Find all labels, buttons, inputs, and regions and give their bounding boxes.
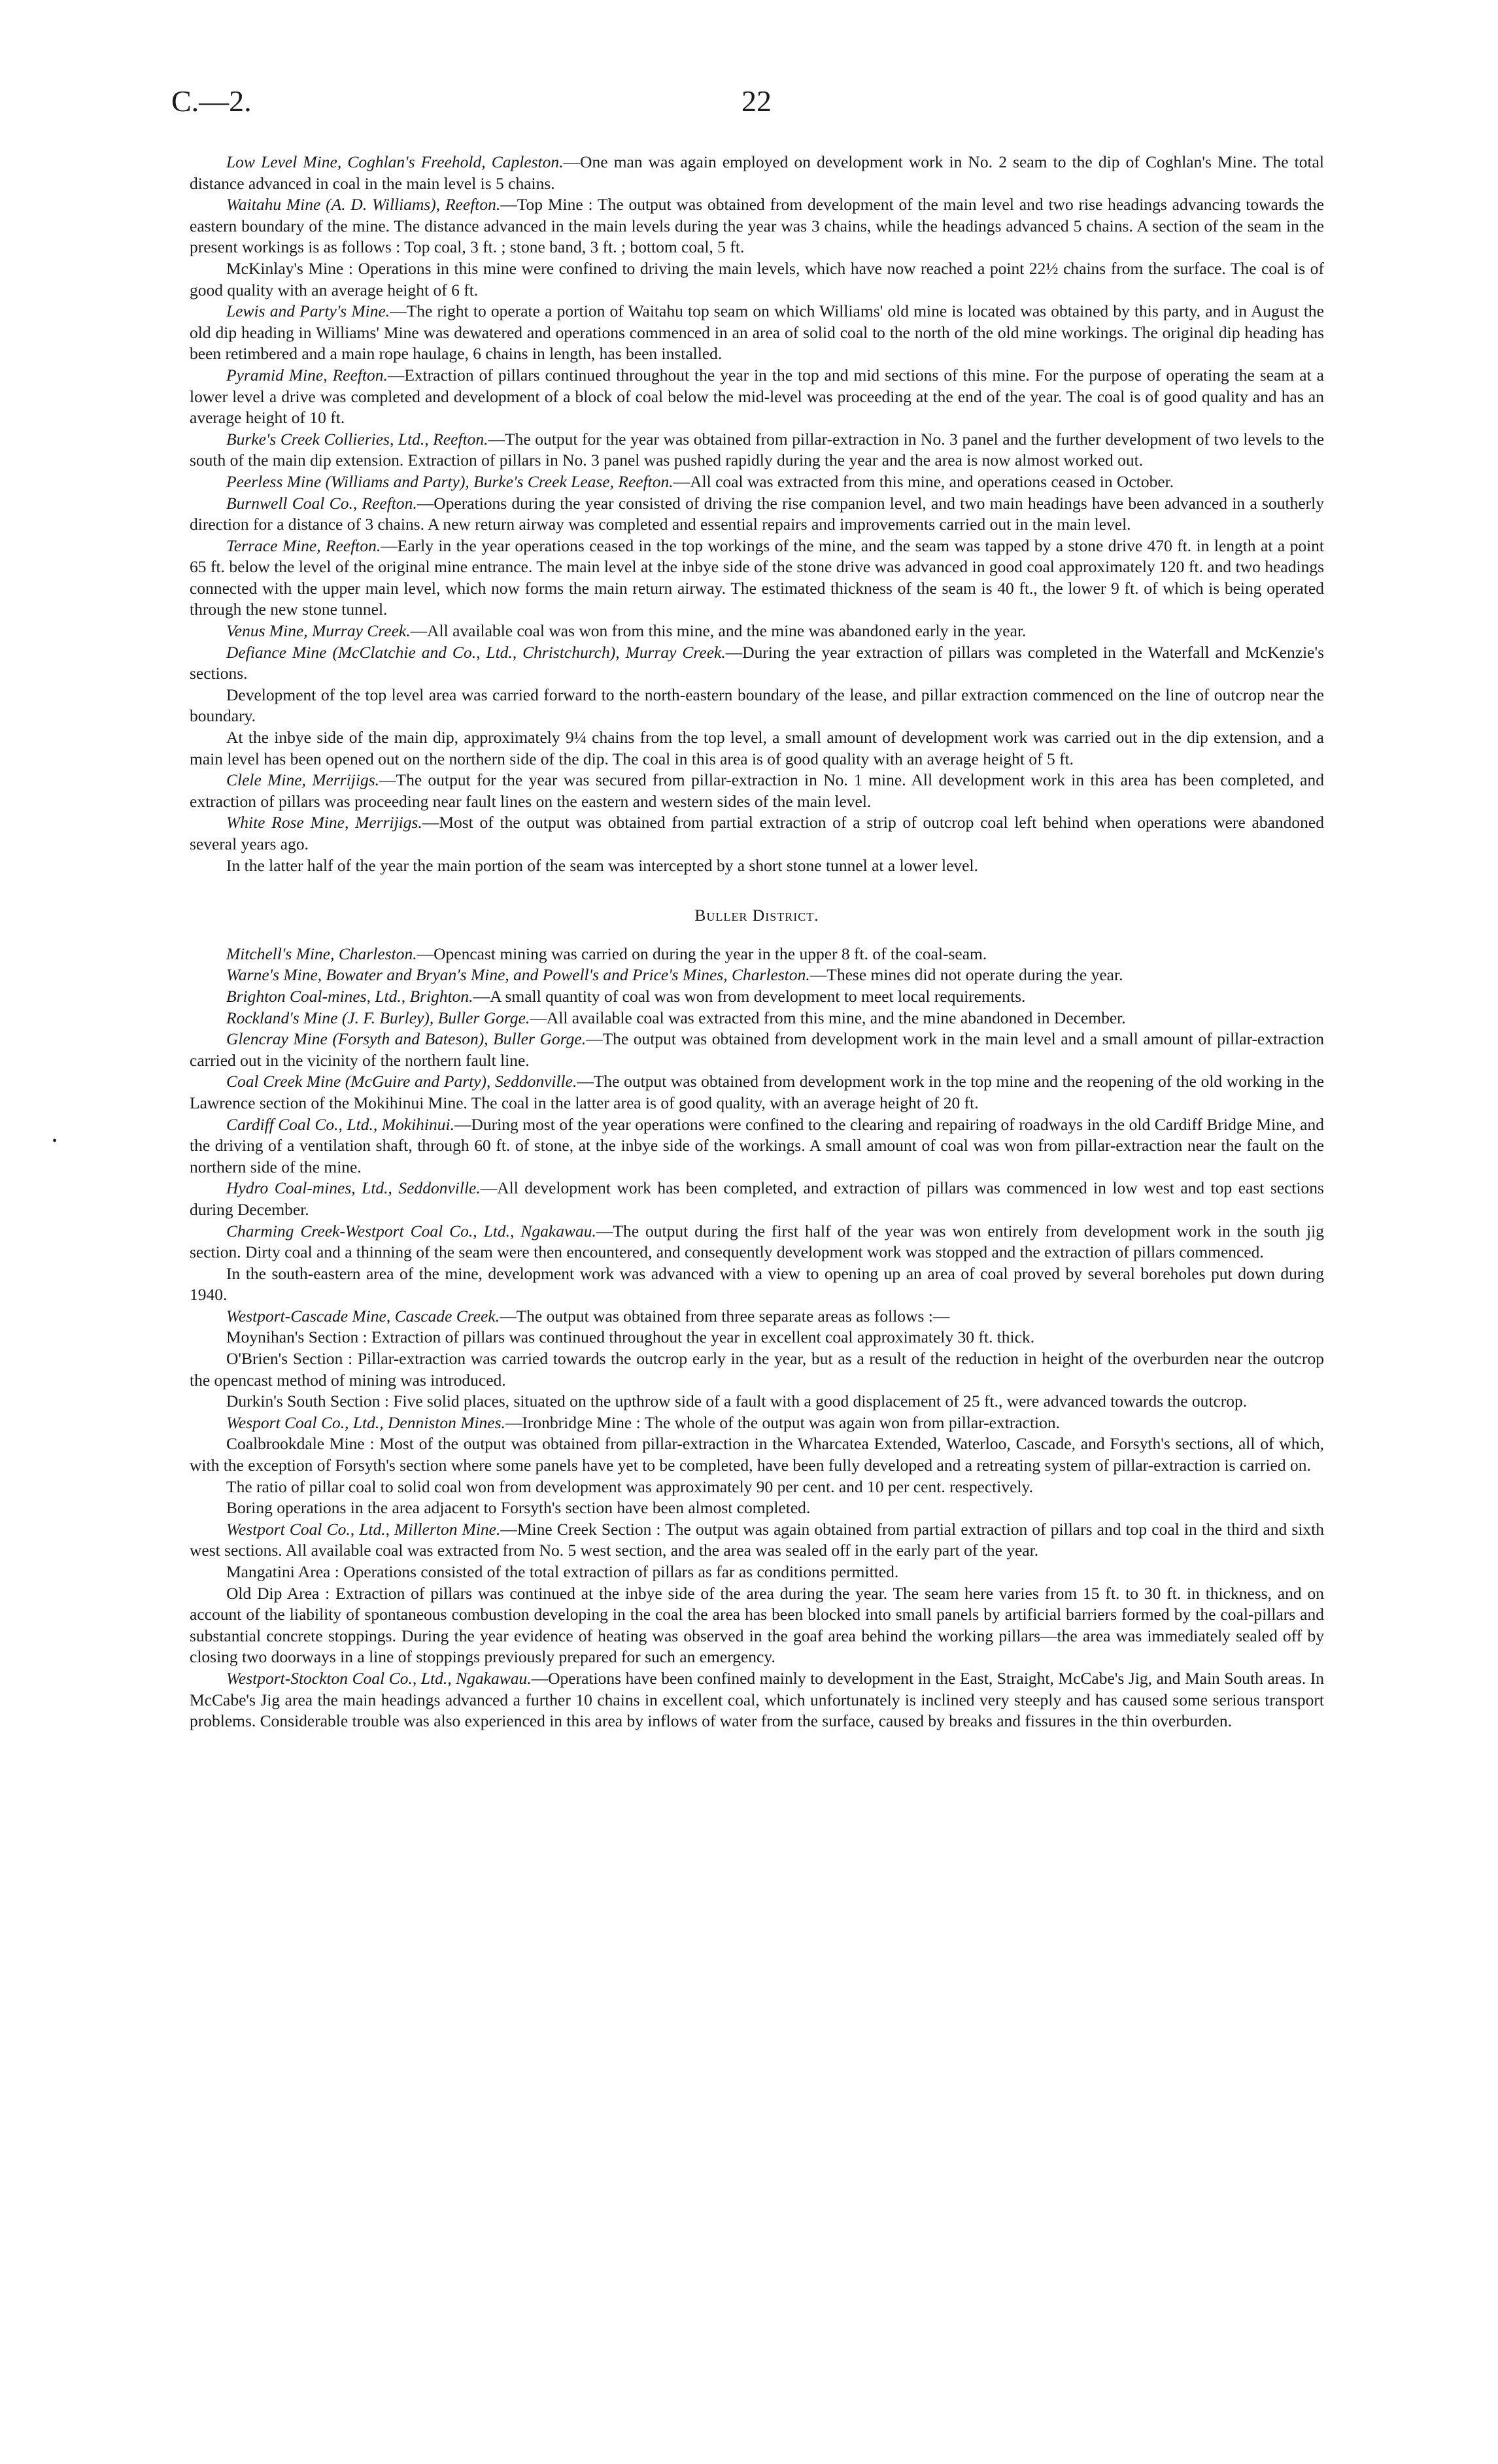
paragraph-text: Development of the top level area was carried forward to the north-eastern boundary of the lease, and pillar extraction commenced on the line of outcrop near the boundary. [190, 685, 1324, 726]
paragraph [190, 194, 1324, 258]
paragraph-text: —The output during the first half of the year was won entirely from development work in the south jig section. Dirty coal and a thinning of the seam were then encountered, and consequently development work was stopped and the extraction of pillars commenced. [190, 1221, 1324, 1262]
mine-name: Brighton Coal-mines, Ltd., Brighton. [226, 986, 473, 1006]
paragraph-text: —Extraction of pillars continued throughout the year in the top and mid sections of this mine. For the purpose of operating the seam at a lower level a drive was completed and development of a block of coal below the mid-level was proceeding at the end of the year. The coal is of good quality and has an average height of 10 ft. [190, 365, 1324, 428]
mine-name: Hydro Coal-mines, Ltd., Seddonville. [226, 1178, 481, 1198]
paragraph [190, 1348, 1324, 1391]
mine-name: Waitahu Mine (A. D. Williams), Reefton. [226, 195, 501, 214]
paragraph [190, 965, 1324, 986]
paragraph-text: —Most of the output was obtained from partial extraction of a strip of outcrop coal left behind when operations were abandoned several years ago. [190, 813, 1324, 853]
mine-name: Warne's Mine, Bowater and Bryan's Mine, and Powell's and Price's Mines, Charleston. [226, 965, 810, 985]
paragraph-text: —The output for the year was obtained from pillar-extraction in No. 3 panel and the further development of two levels to the south of the main dip extension. Extraction of pillars in No. 3 panel was pushed rapidly during the year and the area is now almost worked out. [190, 429, 1325, 470]
paragraph-text: Old Dip Area : Extraction of pillars was continued at the inbye side of the area during the year. The seam here varies from 15 ft. to 30 ft. in thickness, and on account of the liability of spontaneous combustion developing in the coal the area has been blocked into small panels by artificial barriers formed by the coal-pillars and substantial concrete stoppings. During the year evidence of heating was observed in the goaf area behind the working pillars—the area was immediately sealed off by closing two doorways in a line of stoppings previously prepared for such an emergency. [190, 1583, 1324, 1667]
paragraph-text: Moynihan's Section : Extraction of pillars was continued throughout the year in excellent coal approximately 30 ft. thick. [226, 1327, 1035, 1347]
paragraph-text: —Early in the year operations ceased in the top workings of the mine, and the seam was tapped by a stone drive 470 ft. in length at a point 65 ft. below the level of the original mine entrance. The main level at the inbye side of the stone drive was advanced in good coal approximately 120 ft. and two headings connected with the upper main level, which now forms the main return airway. The estimated thickness of the seam is 40 ft., the lower 9 ft. of which is being operated through the new stone tunnel. [190, 536, 1324, 619]
paragraph [190, 471, 1324, 493]
paragraph [190, 812, 1324, 855]
mine-name: Coal Creek Mine (McGuire and Party), Seddonville. [226, 1072, 577, 1091]
mine-name: Low Level Mine, Coghlan's Freehold, Capleston. [226, 152, 564, 171]
mine-name: Cardiff Coal Co., Ltd., Mokihinui. [226, 1114, 454, 1134]
paragraph [190, 770, 1324, 812]
paragraph [190, 1114, 1324, 1178]
paragraph [190, 621, 1324, 642]
mine-name: Charming Creek-Westport Coal Co., Ltd., Ngakawau. [226, 1221, 596, 1241]
paragraph-text: —Opencast mining was carried on during the year in the upper 8 ft. of the coal-seam. [417, 944, 987, 963]
mine-name: Terrace Mine, Reefton. [226, 536, 381, 555]
mine-name: Westport-Stockton Coal Co., Ltd., Ngakawau. [226, 1668, 532, 1688]
paragraph-text: —All development work has been completed, and extraction of pillars was commenced in low west and top east sections during December. [190, 1178, 1324, 1219]
paragraph [190, 1221, 1324, 1263]
paragraph-text: —A small quantity of coal was won from development to meet local requirements. [473, 986, 1026, 1006]
paragraph-text: —The output was obtained from development work in the top mine and the reopening of the old working in the Lawrence section of the Mokihinui Mine. The coal in the latter area is of good quality, with an average height of 20 ft. [190, 1072, 1324, 1112]
paragraph [190, 1668, 1324, 1732]
paragraph [190, 1477, 1324, 1498]
paragraph-text: In the south-eastern area of the mine, development work was advanced with a view to opening up an area of coal proved by several boreholes put down during 1940. [190, 1263, 1324, 1305]
paragraph-text: —Operations during the year consisted of driving the rise companion level, and two main headings have been advanced in a southerly direction for a distance of 3 chains. A new return airway was completed and essential repairs and improvements carried out in the main level. [190, 493, 1324, 534]
paragraph-text: In the latter half of the year the main portion of the seam was intercepted by a short stone tunnel at a lower level. [226, 855, 978, 875]
mine-name: Westport-Cascade Mine, Cascade Creek. [226, 1306, 500, 1326]
paragraph [190, 1497, 1324, 1519]
paragraph [190, 1178, 1324, 1220]
reefton-inangahua-paragraphs [190, 152, 1324, 876]
mine-name: Mitchell's Mine, Charleston. [226, 944, 417, 963]
report-body [190, 152, 1324, 1732]
paragraph [190, 986, 1324, 1008]
paragraph [190, 536, 1324, 621]
paragraph [190, 1263, 1324, 1306]
paragraph-text: —During the year extraction of pillars was completed in the Waterfall and McKenzie's sections. [190, 642, 1324, 683]
margin-dot: • [52, 1134, 58, 1148]
paragraph [190, 1519, 1324, 1562]
paragraph-text: —All available coal was extracted from this mine, and the mine abandoned in December. [530, 1008, 1126, 1027]
paragraph-text: —During most of the year operations were confined to the clearing and repairing of roadways in the old Cardiff Bridge Mine, and the driving of a ventilation shaft, through 60 ft. of stone, at the inbye side of the workings. A small amount of coal was won from pillar-extraction near the fault on the northern side of the mine. [190, 1114, 1324, 1176]
paragraph-text: —Mine Creek Section : The output was again obtained from partial extraction of pillars and top coal in the third and sixth west sections. All available coal was extracted from No. 5 west section, and the area was sealed off in the early part of the year. [190, 1519, 1324, 1560]
paragraph [190, 1412, 1324, 1434]
paragraph-text: At the inbye side of the main dip, approximately 9¼ chains from the top level, a small amount of development work was carried out in the dip extension, and a main level has been opened out on the northern side of the dip. The coal in this area is of good quality with an average height of 5 ft. [190, 728, 1324, 768]
mine-name: Pyramid Mine, Reefton. [226, 365, 388, 385]
paragraph-text: Coalbrookdale Mine : Most of the output was obtained from pillar-extraction in the Wharcatea Extended, Waterloo, Cascade, and Forsyth's sections, all of which, with the exception of Forsyth's section where some panels have yet to be completed, have been fully developed and a retreating system of pillar-extraction is carried on. [190, 1434, 1324, 1475]
paragraph [190, 1562, 1324, 1583]
paragraph-text: —The output was obtained from development work in the main level and a small amount of pillar-extraction carried out in the vicinity of the northern fault line. [190, 1029, 1324, 1070]
paragraph [190, 642, 1324, 685]
paragraph-text: —All coal was extracted from this mine, and operations ceased in October. [673, 471, 1174, 491]
mine-name: Defiance Mine (McClatchie and Co., Ltd., Christchurch), Murray Creek. [226, 642, 726, 662]
paragraph [190, 493, 1324, 536]
paragraph [190, 365, 1324, 429]
mine-name: Rockland's Mine (J. F. Burley), Buller Gorge. [226, 1008, 530, 1027]
mine-name: Westport Coal Co., Ltd., Millerton Mine. [226, 1519, 501, 1539]
mine-name: Burke's Creek Collieries, Ltd., Reefton. [226, 429, 488, 449]
page-header [171, 84, 1342, 123]
mine-name: White Rose Mine, Merrijigs. [226, 813, 422, 832]
paragraph-text: O'Brien's Section : Pillar-extraction was carried towards the outcrop early in the year, but as a result of the reduction in height of the overburden near the outcrop the opencast method of mining was introduced. [190, 1349, 1324, 1390]
mine-name: Wesport Coal Co., Ltd., Denniston Mines. [226, 1412, 505, 1432]
mine-name: Lewis and Party's Mine. [226, 301, 390, 321]
mine-name: Clele Mine, Merrijigs. [226, 770, 379, 790]
paragraph-text: —The output was obtained from three separate areas as follows :— [500, 1306, 950, 1326]
paragraph [190, 727, 1324, 770]
mine-name: Glencray Mine (Forsyth and Bateson), Buller Gorge. [226, 1029, 587, 1049]
paragraph-text: Mangatini Area : Operations consisted of the total extraction of pillars as far as conditions permitted. [226, 1562, 899, 1581]
paragraph [190, 429, 1324, 471]
paragraph [190, 152, 1324, 194]
mine-name: Peerless Mine (Williams and Party), Burke's Creek Lease, Reefton. [226, 471, 673, 491]
paragraph [190, 1583, 1324, 1668]
paragraph [190, 1327, 1324, 1348]
paragraph-text: —Operations have been confined mainly to development in the East, Straight, McCabe's Jig, and Main South areas. In McCabe's Jig area the main headings advanced a further 10 chains in excellent coal, which unfortunately is inclined very steeply and has caused some serious transport problems. Considerable trouble was also experienced in this area by inflows of water from the surface, caused by breaks and fissures in the thin overburden. [190, 1668, 1324, 1731]
paragraph-text: —All available coal was won from this mine, and the mine was abandoned early in the year. [410, 621, 1027, 641]
paragraph-text: Boring operations in the area adjacent to Forsyth's section have been almost completed. [226, 1498, 811, 1518]
document-reference: C.—2. [171, 84, 252, 118]
paragraph [190, 1433, 1324, 1476]
section-heading-buller-district: Buller District. [694, 906, 819, 925]
paragraph [190, 1391, 1324, 1412]
paragraph [190, 1071, 1324, 1114]
mine-name: Venus Mine, Murray Creek. [226, 621, 411, 641]
paragraph-text: McKinlay's Mine : Operations in this mine were confined to driving the main levels, which have now reached a point 22½ chains from the surface. The coal is of good quality with an average height of 6 ft. [190, 258, 1324, 299]
paragraph [190, 855, 1324, 877]
paragraph-text: —These mines did not operate during the year. [809, 965, 1123, 985]
paragraph [190, 685, 1324, 727]
paragraph-text: —One man was again employed on development work in No. 2 seam to the dip of Coghlan's Mine. The total distance advanced in coal in the main level is 5 chains. [190, 152, 1324, 193]
paragraph [190, 1029, 1324, 1071]
paragraph [190, 258, 1324, 301]
buller-district-paragraphs [190, 944, 1324, 1732]
paragraph [190, 1008, 1324, 1029]
paragraph [190, 944, 1324, 965]
paragraph-text: —The output for the year was secured from pillar-extraction in No. 1 mine. All development work in this area has been completed, and extraction of pillars was proceeding near fault lines on the eastern and western sides of the main level. [190, 770, 1325, 811]
paragraph-text: Durkin's South Section : Five solid places, situated on the upthrow side of a fault with a good displacement of 25 ft., were advanced towards the outcrop. [226, 1392, 1248, 1411]
paragraph-text: The ratio of pillar coal to solid coal won from development was approximately 90 per cent. and 10 per cent. respectively. [226, 1477, 1033, 1496]
paragraph [190, 1306, 1324, 1327]
paragraph-text: —Ironbridge Mine : The whole of the output was again won from pillar-extraction. [505, 1412, 1061, 1432]
page-number: 22 [741, 84, 772, 118]
paragraph-text: —The right to operate a portion of Waitahu top seam on which Williams' old mine is located was obtained by this party, and in August the old dip heading in Williams' Mine was dewatered and operations commenced in an area of solid coal to the north of the old mine workings. The original dip heading has been retimbered and a main rope haulage, 6 chains in length, has been installed. [190, 301, 1324, 364]
paragraph [190, 301, 1324, 365]
mine-name: Burnwell Coal Co., Reefton. [226, 493, 417, 513]
paragraph-text: —Top Mine : The output was obtained from development of the main level and two rise headings advancing towards the eastern boundary of the mine. The distance advanced in the main levels during the year was 3 chains, while the headings advanced 5 chains. A section of the seam in the present workings is as follows : Top coal, 3 ft. ; stone band, 3 ft. ; bottom coal, 5 ft. [190, 195, 1324, 257]
